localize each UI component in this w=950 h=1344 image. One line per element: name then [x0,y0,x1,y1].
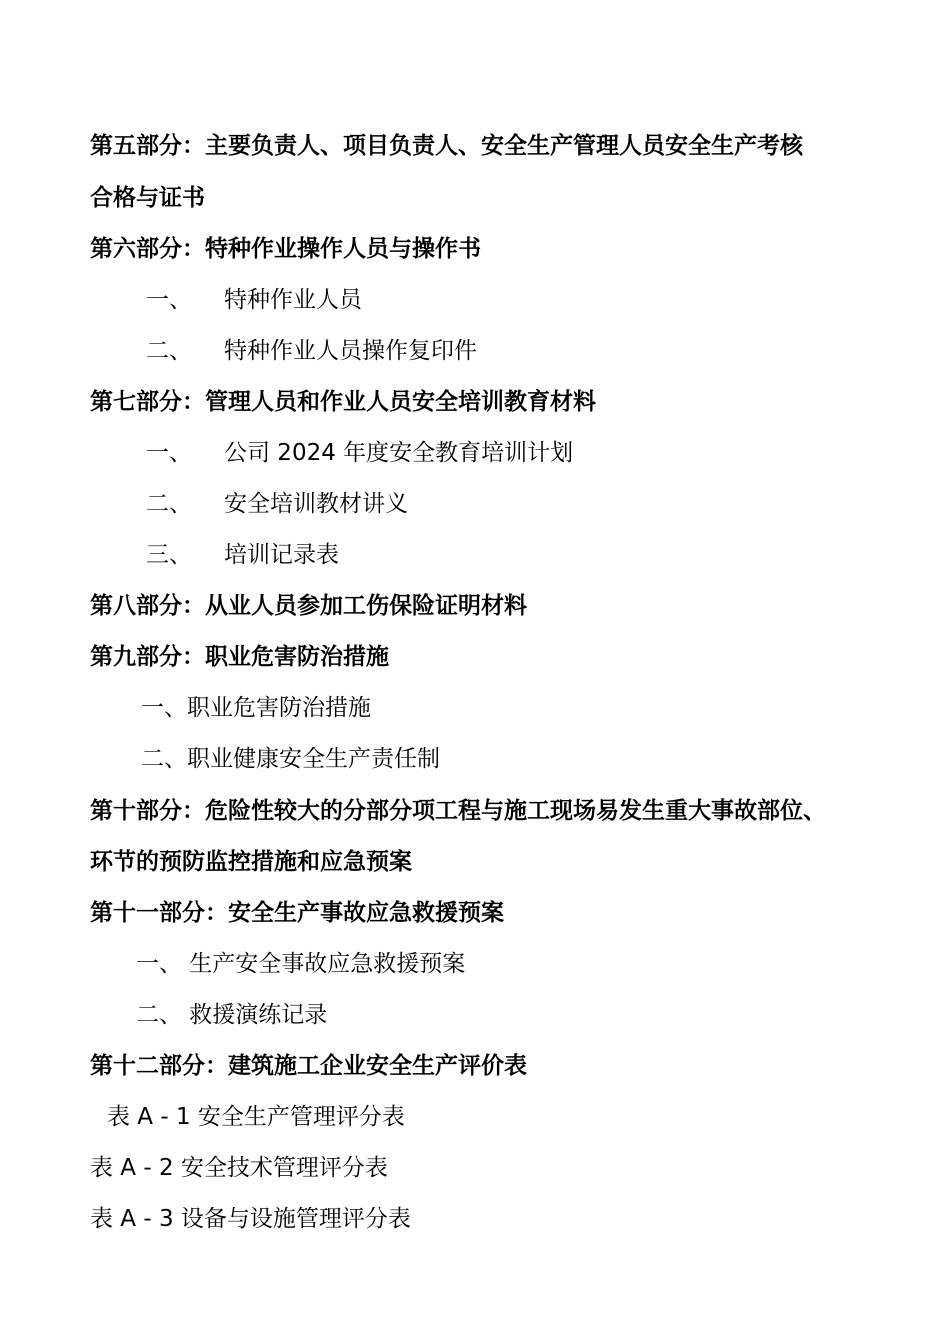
part8-heading: 第八部分：从业人员参加工伤保险证明材料 [90,593,527,619]
part6-item-2-number: 二、 [146,338,192,364]
part10-heading-continued: 环节的预防监控措施和应急预案 [90,849,412,875]
part7-heading: 第七部分：管理人员和作业人员安全培训教育材料 [90,389,596,415]
part7-item-3: 培训记录表 [224,542,339,568]
part10-heading: 第十部分：危险性较大的分部分项工程与施工现场易发生重大事故部位、 [90,798,826,824]
part12-table-a3: 表 A - 3 设备与设施管理评分表 [90,1206,411,1232]
part6-item-2: 特种作业人员操作复印件 [224,338,477,364]
part6-heading: 第六部分：特种作业操作人员与操作书 [90,236,481,262]
part7-item-1-number: 一、 [146,440,192,466]
part7-item-1: 公司 2024 年度安全教育培训计划 [224,440,574,466]
part6-item-1-number: 一、 [146,287,192,313]
part12-table-a2: 表 A - 2 安全技术管理评分表 [90,1155,388,1181]
part9-item-2: 二、职业健康安全生产责任制 [141,746,440,772]
part5-heading: 第五部分：主要负责人、项目负责人、安全生产管理人员安全生产考核 [90,133,803,159]
part7-item-3-number: 三、 [146,542,192,568]
part9-item-1: 一、职业危害防治措施 [141,695,371,721]
part9-heading: 第九部分：职业危害防治措施 [90,644,389,670]
part11-item-2: 二、 救援演练记录 [136,1002,328,1028]
part12-table-a1: 表 A - 1 安全生产管理评分表 [107,1104,405,1130]
part5-heading-continued: 合格与证书 [90,185,205,211]
part12-heading: 第十二部分：建筑施工企业安全生产评价表 [90,1053,527,1079]
part6-item-1: 特种作业人员 [224,287,362,313]
part7-item-2: 安全培训教材讲义 [224,491,408,517]
part7-item-2-number: 二、 [146,491,192,517]
part11-heading: 第十一部分：安全生产事故应急救援预案 [90,900,504,926]
part11-item-1: 一、 生产安全事故应急救援预案 [136,951,466,977]
